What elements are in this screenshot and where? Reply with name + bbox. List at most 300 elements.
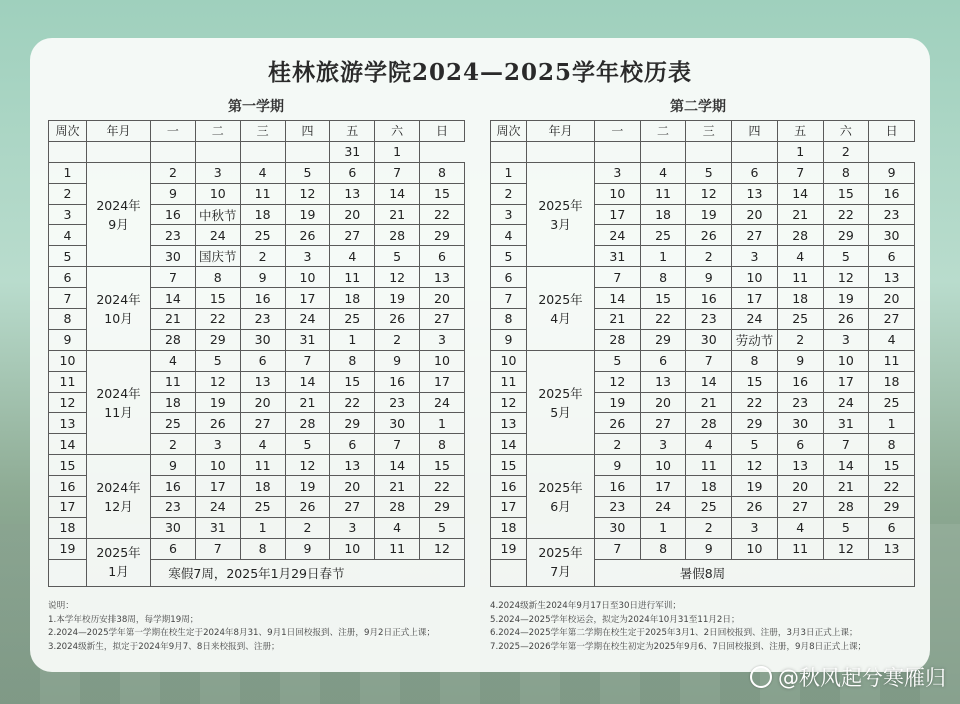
date-cell: 5	[375, 246, 420, 267]
week-number: 15	[491, 455, 527, 476]
date-cell	[240, 141, 285, 162]
date-cell: 30	[595, 517, 641, 538]
date-cell: 3	[330, 517, 375, 538]
date-cell: 23	[777, 392, 823, 413]
week-number: 19	[491, 538, 527, 559]
date-cell: 29	[330, 413, 375, 434]
date-cell	[595, 141, 641, 162]
date-cell: 29	[823, 225, 869, 246]
date-cell: 16	[240, 288, 285, 309]
date-cell: 4	[240, 434, 285, 455]
date-cell: 7	[686, 350, 732, 371]
date-cell: 25	[777, 309, 823, 330]
date-cell: 28	[777, 225, 823, 246]
table-row	[49, 538, 465, 559]
week-number: 3	[49, 204, 87, 225]
date-cell: 4	[869, 329, 915, 350]
week-number: 1	[491, 162, 527, 183]
date-cell: 2	[240, 246, 285, 267]
date-cell: 3	[823, 329, 869, 350]
date-cell: 4	[777, 517, 823, 538]
date-cell: 9	[777, 350, 823, 371]
date-cell: 17	[640, 476, 686, 497]
date-cell: 27	[732, 225, 778, 246]
date-cell: 20	[330, 476, 375, 497]
date-cell: 2	[375, 329, 420, 350]
date-cell: 21	[595, 309, 641, 330]
date-cell: 24	[640, 497, 686, 518]
date-cell: 6	[777, 434, 823, 455]
date-cell: 3	[195, 162, 240, 183]
date-cell: 2	[686, 517, 732, 538]
date-cell: 10	[732, 267, 778, 288]
date-cell: 中秋节	[195, 204, 240, 225]
date-cell: 24	[595, 225, 641, 246]
date-cell: 22	[330, 392, 375, 413]
date-cell	[732, 141, 778, 162]
date-cell: 30	[375, 413, 420, 434]
date-cell: 28	[686, 413, 732, 434]
date-cell: 22	[640, 309, 686, 330]
date-cell: 15	[195, 288, 240, 309]
date-cell: 27	[777, 497, 823, 518]
date-cell: 11	[240, 183, 285, 204]
date-cell: 8	[732, 350, 778, 371]
date-cell: 劳动节	[732, 329, 778, 350]
date-cell: 12	[823, 538, 869, 559]
date-cell: 2	[151, 162, 196, 183]
month-label: 2025年 5月	[527, 350, 595, 454]
date-cell: 10	[823, 350, 869, 371]
date-cell: 24	[732, 309, 778, 330]
date-cell: 21	[285, 392, 330, 413]
date-cell: 22	[420, 476, 465, 497]
week-number: 5	[49, 246, 87, 267]
date-cell: 3	[195, 434, 240, 455]
date-cell: 14	[686, 371, 732, 392]
date-cell: 28	[375, 225, 420, 246]
date-cell: 19	[823, 288, 869, 309]
date-cell	[87, 141, 151, 162]
week-number: 14	[491, 434, 527, 455]
date-cell: 24	[195, 225, 240, 246]
date-cell: 4	[375, 517, 420, 538]
week-number: 13	[491, 413, 527, 434]
date-cell: 17	[823, 371, 869, 392]
week-number: 16	[49, 476, 87, 497]
date-cell: 23	[240, 309, 285, 330]
date-cell: 7	[823, 434, 869, 455]
date-cell: 27	[420, 309, 465, 330]
week-number: 15	[49, 455, 87, 476]
date-cell: 24	[195, 497, 240, 518]
week-number: 11	[49, 371, 87, 392]
date-cell: 3	[732, 246, 778, 267]
date-cell: 9	[151, 183, 196, 204]
date-cell: 21	[686, 392, 732, 413]
column-header: 二	[195, 121, 240, 142]
column-header: 周次	[491, 121, 527, 142]
week-number: 18	[491, 517, 527, 538]
date-cell: 18	[330, 288, 375, 309]
date-cell: 24	[823, 392, 869, 413]
date-cell: 22	[420, 204, 465, 225]
date-cell: 22	[195, 309, 240, 330]
note-line: 3.2024级新生，拟定于2024年9月7、8日来校报到、注册；	[48, 641, 280, 652]
vacation-note: 暑假8周	[491, 559, 915, 586]
date-cell: 22	[869, 476, 915, 497]
column-header: 一	[595, 121, 641, 142]
vacation-note: 寒假7周，2025年1月29日春节	[49, 559, 465, 586]
date-cell: 10	[285, 267, 330, 288]
date-cell: 10	[595, 183, 641, 204]
date-cell: 11	[330, 267, 375, 288]
column-header: 年月	[87, 121, 151, 142]
header-row	[49, 121, 465, 142]
table-row	[491, 162, 915, 183]
date-cell: 13	[640, 371, 686, 392]
date-cell: 21	[375, 476, 420, 497]
date-cell: 28	[823, 497, 869, 518]
date-cell: 18	[640, 204, 686, 225]
date-cell: 5	[732, 434, 778, 455]
date-cell: 13	[869, 538, 915, 559]
date-cell: 8	[869, 434, 915, 455]
date-cell: 29	[195, 329, 240, 350]
date-cell: 5	[595, 350, 641, 371]
date-cell: 17	[420, 371, 465, 392]
date-cell: 5	[285, 434, 330, 455]
date-cell: 18	[686, 476, 732, 497]
column-header: 一	[151, 121, 196, 142]
date-cell: 11	[777, 538, 823, 559]
month-label: 2025年 7月	[527, 538, 595, 586]
date-cell: 10	[420, 350, 465, 371]
week-number: 7	[49, 288, 87, 309]
date-cell: 8	[823, 162, 869, 183]
table-row	[491, 538, 915, 559]
semester1-table	[48, 120, 465, 587]
date-cell	[49, 141, 87, 162]
month-label: 2024年 11月	[87, 350, 151, 454]
date-cell: 28	[595, 329, 641, 350]
column-header: 日	[420, 121, 465, 142]
date-cell	[151, 141, 196, 162]
date-cell: 11	[777, 267, 823, 288]
date-cell: 17	[195, 476, 240, 497]
column-header: 三	[686, 121, 732, 142]
date-cell: 18	[151, 392, 196, 413]
date-cell	[527, 141, 595, 162]
date-cell: 23	[869, 204, 915, 225]
date-cell: 23	[151, 225, 196, 246]
date-cell: 16	[777, 371, 823, 392]
table-row	[491, 141, 915, 162]
date-cell: 20	[240, 392, 285, 413]
date-cell: 7	[285, 350, 330, 371]
date-cell: 10	[195, 183, 240, 204]
date-cell: 27	[240, 413, 285, 434]
date-cell: 7	[375, 434, 420, 455]
date-cell: 2	[686, 246, 732, 267]
date-cell: 11	[869, 350, 915, 371]
week-number: 9	[491, 329, 527, 350]
date-cell: 3	[640, 434, 686, 455]
date-cell: 19	[595, 392, 641, 413]
date-cell: 28	[375, 497, 420, 518]
date-cell: 4	[686, 434, 732, 455]
date-cell: 30	[151, 246, 196, 267]
week-number: 18	[49, 517, 87, 538]
column-header: 五	[330, 121, 375, 142]
date-cell: 12	[595, 371, 641, 392]
date-cell: 31	[195, 517, 240, 538]
date-cell: 14	[285, 371, 330, 392]
date-cell: 19	[686, 204, 732, 225]
date-cell: 25	[686, 497, 732, 518]
date-cell: 11	[686, 455, 732, 476]
date-cell: 28	[151, 329, 196, 350]
date-cell: 21	[375, 204, 420, 225]
date-cell: 7	[195, 538, 240, 559]
watermark-text: @秋风起兮寒雁归	[778, 666, 946, 690]
week-number: 17	[491, 497, 527, 518]
week-number: 10	[49, 350, 87, 371]
date-cell: 18	[777, 288, 823, 309]
date-cell	[195, 141, 240, 162]
date-cell: 6	[420, 246, 465, 267]
date-cell: 7	[595, 538, 641, 559]
week-number: 14	[49, 434, 87, 455]
date-cell: 1	[640, 517, 686, 538]
date-cell: 4	[640, 162, 686, 183]
date-cell: 23	[151, 497, 196, 518]
date-cell: 15	[420, 455, 465, 476]
date-cell: 19	[375, 288, 420, 309]
date-cell: 14	[151, 288, 196, 309]
note-line: 2.2024—2025学年第一学期在校生定于2024年8月31、9月1日回校报到、注册，9月2日正式上课；	[48, 628, 436, 638]
date-cell: 12	[823, 267, 869, 288]
date-cell: 26	[195, 413, 240, 434]
date-cell: 19	[285, 476, 330, 497]
date-cell: 9	[285, 538, 330, 559]
date-cell: 15	[823, 183, 869, 204]
month-label: 2024年 9月	[87, 162, 151, 266]
date-cell: 22	[823, 204, 869, 225]
column-header: 二	[640, 121, 686, 142]
notes-right	[490, 600, 920, 654]
date-cell: 12	[195, 371, 240, 392]
date-cell: 3	[732, 517, 778, 538]
date-cell: 4	[151, 350, 196, 371]
date-cell: 18	[240, 476, 285, 497]
week-number: 4	[491, 225, 527, 246]
week-number: 2	[49, 183, 87, 204]
date-cell: 11	[375, 538, 420, 559]
week-number: 8	[49, 309, 87, 330]
date-cell: 8	[195, 267, 240, 288]
date-cell: 26	[732, 497, 778, 518]
date-cell: 10	[195, 455, 240, 476]
date-cell: 1	[375, 141, 420, 162]
month-label: 2025年 3月	[527, 162, 595, 266]
date-cell: 11	[151, 371, 196, 392]
date-cell: 2	[777, 329, 823, 350]
date-cell: 5	[823, 246, 869, 267]
date-cell: 25	[151, 413, 196, 434]
date-cell: 26	[823, 309, 869, 330]
date-cell: 5	[686, 162, 732, 183]
note-line: 6.2024—2025学年第二学期在校生定于2025年3月1、2日回校报到、注册，3月3日正式上课；	[490, 628, 858, 638]
date-cell: 15	[869, 455, 915, 476]
date-cell	[686, 141, 732, 162]
date-cell: 25	[240, 225, 285, 246]
date-cell: 14	[595, 288, 641, 309]
date-cell: 30	[151, 517, 196, 538]
week-number: 3	[491, 204, 527, 225]
date-cell: 16	[375, 371, 420, 392]
week-number: 12	[491, 392, 527, 413]
date-cell: 17	[285, 288, 330, 309]
date-cell: 28	[285, 413, 330, 434]
date-cell: 13	[777, 455, 823, 476]
calendar-card	[30, 38, 930, 672]
week-number: 9	[49, 329, 87, 350]
note-line: 5.2024—2025学年校运会，拟定为2024年10月31至11月2日；	[490, 614, 740, 625]
date-cell: 10	[732, 538, 778, 559]
week-number: 6	[491, 267, 527, 288]
date-cell: 7	[151, 267, 196, 288]
date-cell: 5	[823, 517, 869, 538]
date-cell: 5	[285, 162, 330, 183]
date-cell: 25	[330, 309, 375, 330]
date-cell: 16	[151, 476, 196, 497]
date-cell: 1	[869, 413, 915, 434]
date-cell: 9	[686, 267, 732, 288]
date-cell: 31	[330, 141, 375, 162]
date-cell: 8	[640, 538, 686, 559]
week-number: 13	[49, 413, 87, 434]
date-cell: 23	[375, 392, 420, 413]
date-cell: 10	[330, 538, 375, 559]
column-header: 周次	[49, 121, 87, 142]
date-cell: 2	[285, 517, 330, 538]
month-label: 2025年 4月	[527, 267, 595, 351]
date-cell: 29	[869, 497, 915, 518]
column-header: 四	[285, 121, 330, 142]
date-cell: 8	[640, 267, 686, 288]
table-row	[491, 267, 915, 288]
week-number: 10	[491, 350, 527, 371]
date-cell: 19	[285, 204, 330, 225]
table-row	[49, 350, 465, 371]
date-cell: 5	[420, 517, 465, 538]
date-cell: 20	[640, 392, 686, 413]
date-cell	[491, 141, 527, 162]
date-cell: 12	[285, 183, 330, 204]
date-cell: 13	[330, 183, 375, 204]
date-cell: 30	[240, 329, 285, 350]
date-cell: 13	[420, 267, 465, 288]
date-cell: 16	[686, 288, 732, 309]
date-cell: 23	[595, 497, 641, 518]
date-cell: 国庆节	[195, 246, 240, 267]
table-row	[491, 455, 915, 476]
note-line: 7.2025—2026学年第一学期在校生初定为2025年9月6、7日回校报到、注册，9月8日正式上课；	[490, 641, 867, 652]
table-row	[49, 141, 465, 162]
date-cell: 20	[777, 476, 823, 497]
date-cell: 14	[375, 183, 420, 204]
date-cell: 24	[285, 309, 330, 330]
date-cell: 13	[869, 267, 915, 288]
date-cell: 25	[240, 497, 285, 518]
table-row	[49, 455, 465, 476]
month-label: 2024年 10月	[87, 267, 151, 351]
date-cell: 29	[732, 413, 778, 434]
date-cell: 31	[823, 413, 869, 434]
watermark	[750, 662, 946, 692]
date-cell: 1	[330, 329, 375, 350]
date-cell: 25	[640, 225, 686, 246]
date-cell: 1	[240, 517, 285, 538]
date-cell: 25	[869, 392, 915, 413]
date-cell: 30	[686, 329, 732, 350]
date-cell: 6	[869, 246, 915, 267]
date-cell: 18	[240, 204, 285, 225]
date-cell: 20	[869, 288, 915, 309]
month-label: 2024年 12月	[87, 455, 151, 539]
date-cell: 6	[151, 538, 196, 559]
date-cell: 4	[240, 162, 285, 183]
month-label: 2025年 1月	[87, 538, 151, 586]
date-cell: 19	[195, 392, 240, 413]
column-header: 六	[823, 121, 869, 142]
date-cell: 26	[686, 225, 732, 246]
page-title: 桂林旅游学院2024—2025学年校历表	[267, 59, 693, 86]
date-cell: 21	[823, 476, 869, 497]
date-cell: 13	[330, 455, 375, 476]
date-cell: 8	[330, 350, 375, 371]
week-number: 6	[49, 267, 87, 288]
date-cell: 5	[195, 350, 240, 371]
week-number: 19	[49, 538, 87, 559]
date-cell: 6	[640, 350, 686, 371]
date-cell: 3	[285, 246, 330, 267]
date-cell: 12	[375, 267, 420, 288]
date-cell: 7	[595, 267, 641, 288]
week-number: 7	[491, 288, 527, 309]
date-cell: 7	[777, 162, 823, 183]
date-cell: 2	[151, 434, 196, 455]
date-cell: 16	[869, 183, 915, 204]
date-cell: 12	[420, 538, 465, 559]
date-cell: 6	[330, 162, 375, 183]
semester2-table	[490, 120, 915, 587]
date-cell: 16	[595, 476, 641, 497]
note-line: 4.2024级新生2024年9月17日至30日进行军训；	[490, 601, 681, 611]
date-cell: 9	[595, 455, 641, 476]
week-number: 4	[49, 225, 87, 246]
date-cell: 27	[330, 497, 375, 518]
notes-left	[48, 600, 478, 654]
column-header: 五	[777, 121, 823, 142]
date-cell: 14	[823, 455, 869, 476]
date-cell: 9	[869, 162, 915, 183]
date-cell: 21	[151, 309, 196, 330]
date-cell: 2	[595, 434, 641, 455]
date-cell: 17	[732, 288, 778, 309]
date-cell: 26	[285, 497, 330, 518]
